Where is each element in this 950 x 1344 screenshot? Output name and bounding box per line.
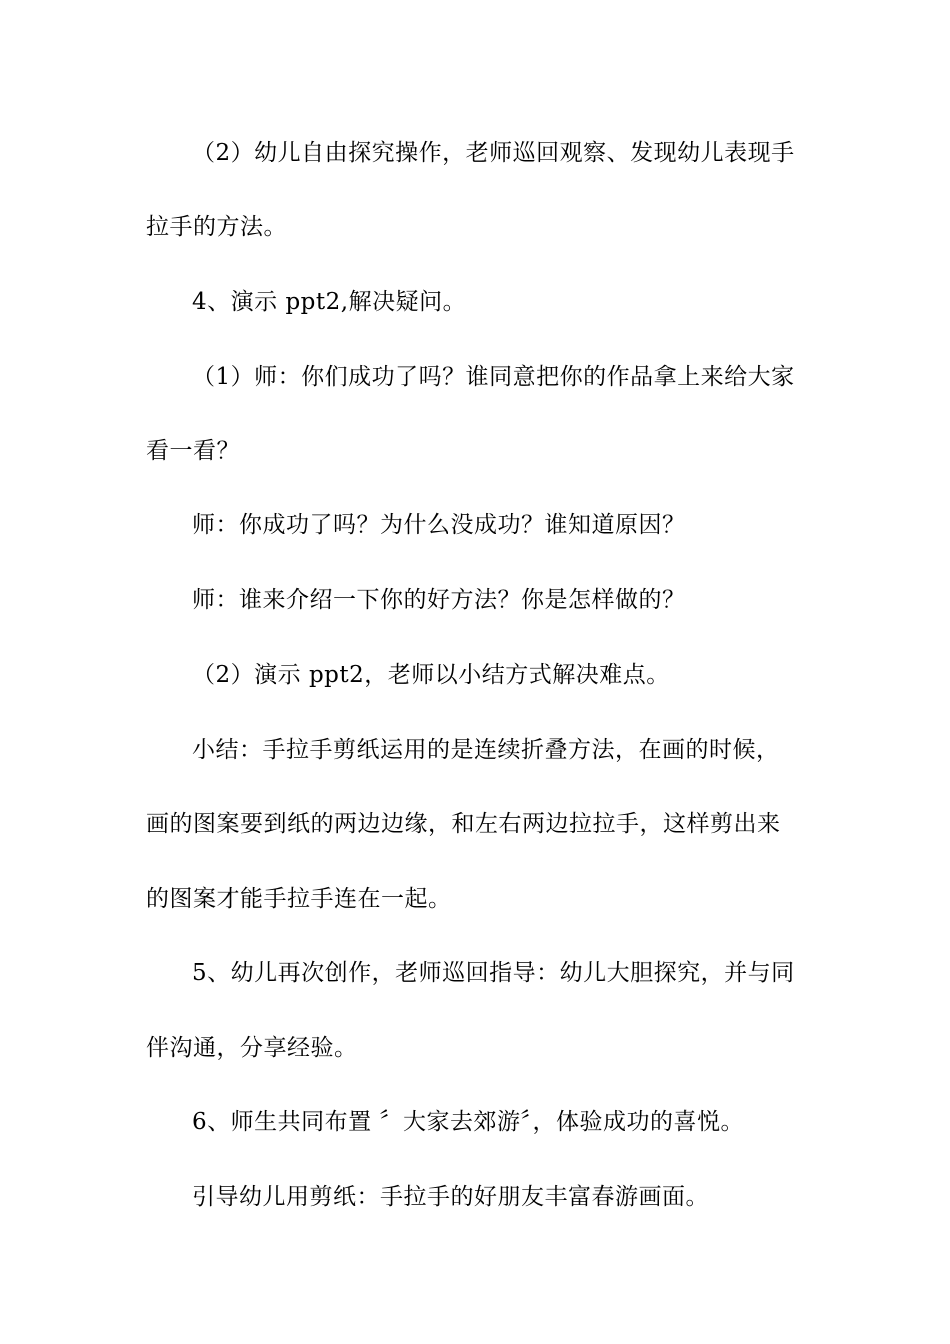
paragraph-line: 6、师生共同布置 〞大家去郊游〞，体验成功的喜悦。	[192, 1109, 744, 1135]
paragraph-line: （2）演示 ppt2，老师以小结方式解决难点。	[192, 662, 670, 688]
paragraph-line: 4、演示 ppt2,解决疑问。	[192, 289, 467, 315]
paragraph-line: 拉手的方法。	[146, 214, 287, 240]
paragraph-line: 伴沟通，分享经验。	[146, 1035, 358, 1061]
paragraph-line: （2）幼儿自由探究操作，老师巡回观察、发现幼儿表现手	[192, 140, 795, 166]
paragraph-line: 小结：手拉手剪纸运用的是连续折叠方法，在画的时候，	[192, 737, 780, 763]
paragraph-line: 师：谁来介绍一下你的好方法？你是怎样做的？	[192, 587, 686, 613]
paragraph-line: （1）师：你们成功了吗？谁同意把你的作品拿上来给大家	[192, 364, 795, 390]
paragraph-line: 引导幼儿用剪纸：手拉手的好朋友丰富春游画面。	[192, 1184, 709, 1210]
paragraph-line: 师：你成功了吗？为什么没成功？谁知道原因？	[192, 512, 686, 538]
paragraph-line: 画的图案要到纸的两边边缘，和左右两边拉拉手，这样剪出来	[146, 811, 781, 837]
paragraph-line: 看一看？	[146, 438, 240, 464]
paragraph-line: 5、幼儿再次创作，老师巡回指导：幼儿大胆探究，并与同	[192, 960, 795, 986]
paragraph-line: 的图案才能手拉手连在一起。	[146, 886, 452, 912]
